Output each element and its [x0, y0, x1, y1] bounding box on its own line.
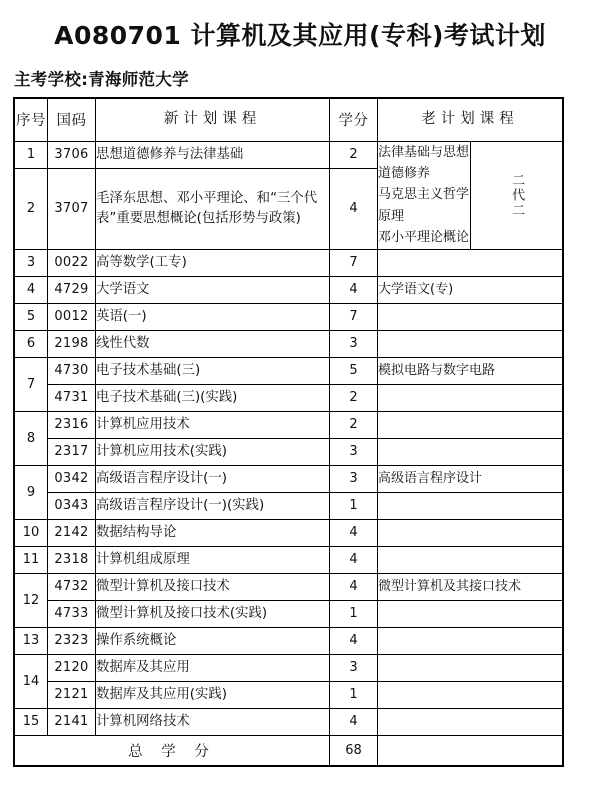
cell-seq: 7 [14, 357, 48, 411]
cell-new-course: 微型计算机及接口技术(实践) [96, 600, 330, 627]
old-course-text: 法律基础与思想道德修养 马克思主义哲学原理 邓小平理论概论 [378, 145, 470, 245]
total-label: 总 学 分 [14, 735, 330, 766]
cell-credits: 4 [330, 168, 378, 249]
cell-old-course [378, 330, 564, 357]
cell-new-course: 微型计算机及接口技术 [96, 573, 330, 600]
cell-credits: 1 [330, 600, 378, 627]
table-row [14, 411, 563, 438]
cell-credits: 3 [330, 465, 378, 492]
cell-seq: 2 [14, 168, 48, 249]
cell-seq: 9 [14, 465, 48, 519]
table-row [14, 276, 563, 303]
cell-seq: 15 [14, 708, 48, 735]
cell-old-course [378, 546, 564, 573]
cell-new-course: 线性代数 [96, 330, 330, 357]
cell-old-course: 模拟电路与数字电路 [378, 357, 564, 384]
table-row [14, 600, 563, 627]
cell-new-course: 计算机应用技术(实践) [96, 438, 330, 465]
header-row [14, 98, 563, 142]
table-row [14, 465, 563, 492]
cell-credits: 3 [330, 654, 378, 681]
note-vertical-text: 二代二 [509, 172, 525, 218]
cell-seq: 10 [14, 519, 48, 546]
cell-code: 0022 [48, 249, 96, 276]
cell-credits: 7 [330, 303, 378, 330]
cell-old-course [378, 438, 564, 465]
cell-old-course [378, 600, 564, 627]
cell-new-course: 电子技术基础(三) [96, 357, 330, 384]
cell-code: 2316 [48, 411, 96, 438]
cell-code: 2323 [48, 627, 96, 654]
table-row [14, 681, 563, 708]
total-row [14, 735, 563, 766]
cell-new-course: 高级语言程序设计(一) [96, 465, 330, 492]
cell-note [470, 141, 563, 249]
table-row [14, 708, 563, 735]
cell-old-course: 微型计算机及其接口技术 [378, 573, 564, 600]
cell-code: 2120 [48, 654, 96, 681]
cell-code: 2318 [48, 546, 96, 573]
cell-old-course [378, 654, 564, 681]
cell-new-course: 计算机网络技术 [96, 708, 330, 735]
cell-old-course [378, 303, 564, 330]
table-row [14, 330, 563, 357]
cell-credits: 3 [330, 330, 378, 357]
cell-old-course [378, 249, 564, 276]
cell-new-course: 数据库及其应用 [96, 654, 330, 681]
cell-code: 0342 [48, 465, 96, 492]
total-old-blank [378, 735, 564, 766]
table-row [14, 384, 563, 411]
cell-old-course [378, 708, 564, 735]
cell-seq: 13 [14, 627, 48, 654]
cell-code: 3706 [48, 141, 96, 168]
cell-seq: 3 [14, 249, 48, 276]
cell-credits: 4 [330, 627, 378, 654]
exam-plan-table [13, 97, 564, 767]
cell-seq: 4 [14, 276, 48, 303]
cell-code: 4731 [48, 384, 96, 411]
cell-credits: 2 [330, 384, 378, 411]
cell-code: 4730 [48, 357, 96, 384]
cell-new-course: 操作系统概论 [96, 627, 330, 654]
cell-new-course: 数据结构导论 [96, 519, 330, 546]
table-row [14, 519, 563, 546]
cell-new-course: 高级语言程序设计(一)(实践) [96, 492, 330, 519]
cell-credits: 1 [330, 681, 378, 708]
cell-code: 4732 [48, 573, 96, 600]
cell-new-course: 思想道德修养与法律基础 [96, 141, 330, 168]
cell-credits: 1 [330, 492, 378, 519]
cell-code: 2141 [48, 708, 96, 735]
header-seq: 序号 [14, 98, 48, 142]
cell-new-course: 毛泽东思想、邓小平理论、和“三个代表”重要思想概论(包括形势与政策) [96, 168, 330, 249]
table-row [14, 357, 563, 384]
header-code: 国码 [48, 98, 96, 142]
table-row [14, 627, 563, 654]
table-row [14, 654, 563, 681]
table-row [14, 546, 563, 573]
cell-credits: 4 [330, 546, 378, 573]
host-school-line: 主考学校:青海师范大学 [14, 69, 189, 89]
table-body [14, 141, 563, 735]
table-row [14, 492, 563, 519]
table-row [14, 438, 563, 465]
cell-credits: 2 [330, 141, 378, 168]
header-old-course: 老计划课程 [378, 98, 564, 142]
cell-old-course [378, 411, 564, 438]
cell-old-course [378, 384, 564, 411]
cell-new-course: 计算机组成原理 [96, 546, 330, 573]
cell-old-course [378, 681, 564, 708]
cell-code: 2142 [48, 519, 96, 546]
cell-seq: 5 [14, 303, 48, 330]
page-title: A080701 计算机及其应用(专科)考试计划 [54, 21, 546, 50]
cell-code: 0012 [48, 303, 96, 330]
cell-new-course: 电子技术基础(三)(实践) [96, 384, 330, 411]
cell-old-course [378, 627, 564, 654]
cell-code: 3707 [48, 168, 96, 249]
cell-seq: 11 [14, 546, 48, 573]
cell-old-course-merged [378, 141, 471, 249]
cell-credits: 5 [330, 357, 378, 384]
table-row [14, 141, 563, 168]
cell-credits: 4 [330, 708, 378, 735]
cell-new-course: 大学语文 [96, 276, 330, 303]
cell-code: 0343 [48, 492, 96, 519]
cell-code: 2198 [48, 330, 96, 357]
cell-code: 4729 [48, 276, 96, 303]
cell-seq: 6 [14, 330, 48, 357]
cell-seq: 12 [14, 573, 48, 627]
cell-seq: 1 [14, 141, 48, 168]
exam-plan-page [0, 22, 600, 809]
table-row [14, 303, 563, 330]
cell-new-course: 数据库及其应用(实践) [96, 681, 330, 708]
cell-old-course [378, 492, 564, 519]
cell-code: 4733 [48, 600, 96, 627]
cell-credits: 7 [330, 249, 378, 276]
table-row [14, 249, 563, 276]
header-credits: 学分 [330, 98, 378, 142]
cell-old-course [378, 519, 564, 546]
cell-new-course: 高等数学(工专) [96, 249, 330, 276]
header-new-course: 新计划课程 [96, 98, 330, 142]
cell-credits: 3 [330, 438, 378, 465]
cell-seq: 8 [14, 411, 48, 465]
cell-credits: 4 [330, 276, 378, 303]
cell-old-course: 大学语文(专) [378, 276, 564, 303]
cell-new-course: 计算机应用技术 [96, 411, 330, 438]
cell-code: 2121 [48, 681, 96, 708]
cell-code: 2317 [48, 438, 96, 465]
total-credits: 68 [330, 735, 378, 766]
cell-credits: 2 [330, 411, 378, 438]
cell-old-course: 高级语言程序设计 [378, 465, 564, 492]
cell-credits: 4 [330, 573, 378, 600]
cell-new-course: 英语(一) [96, 303, 330, 330]
table-row [14, 573, 563, 600]
table-footer [14, 735, 563, 766]
table-header [14, 98, 563, 142]
cell-seq: 14 [14, 654, 48, 708]
cell-credits: 4 [330, 519, 378, 546]
